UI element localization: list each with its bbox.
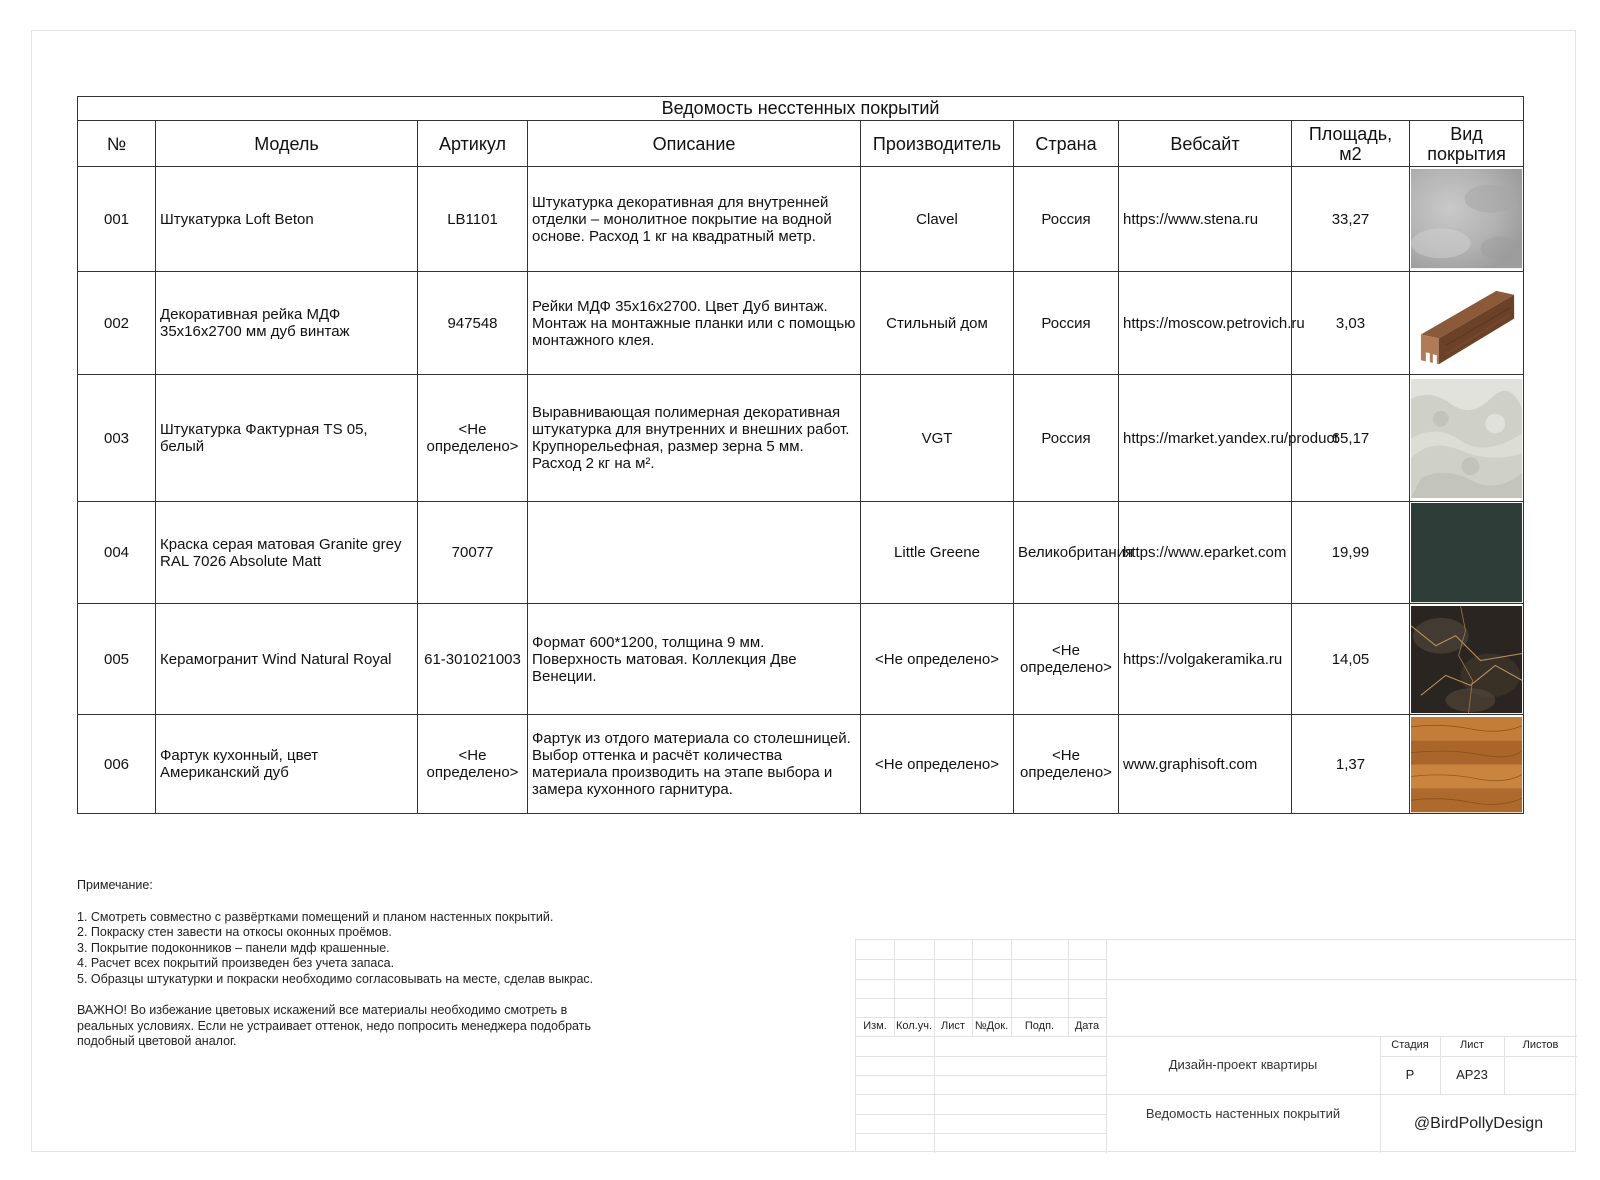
table-title: Ведомость несстенных покрытий	[78, 97, 1524, 121]
cell-country: <Не определено>	[1014, 715, 1119, 814]
header-article: Артикул	[418, 121, 528, 167]
cell-swatch	[1410, 375, 1524, 502]
sheet-value: АР23	[1456, 1067, 1488, 1082]
note-item: 5. Образцы штукатурки и покраски необходимо согласовывать на месте, сделав выкрас.	[77, 971, 594, 986]
cell-manufacturer: <Не определено>	[861, 715, 1014, 814]
cell-article: 61-301021003	[418, 604, 528, 715]
cell-description: Рейки МДФ 35х16х2700. Цвет Дуб винтаж. Монтаж на монтажные планки или с помощью монтажного клея.	[528, 272, 861, 375]
note-item: 4. Расчет всех покрытий произведен без учета запаса.	[77, 956, 395, 970]
note-item: 3. Покрытие подоконников – панели мдф крашенные.	[77, 940, 390, 955]
cell-country: Россия	[1014, 272, 1119, 375]
project-title: Дизайн-проект квартиры	[1168, 1057, 1318, 1072]
header-manufacturer: Производитель	[861, 121, 1014, 167]
important-note: ВАЖНО! Во избежание цветовых искажений все материалы необходимо смотреть в реальных условиях. Если не устраивает оттенок, недо попросить менеджера подобрать подобный цветовой аналог.	[77, 1003, 591, 1048]
notes-block	[77, 878, 597, 1050]
cell-country: Россия	[1014, 375, 1119, 502]
cell-swatch	[1410, 272, 1524, 375]
cell-model: Штукатурка Loft Beton	[156, 167, 418, 272]
notes-heading: Примечание:	[77, 878, 153, 892]
cell-article: <Не определено>	[418, 375, 528, 502]
table-row	[78, 167, 1524, 272]
cell-article: LB1101	[418, 167, 528, 272]
cell-num: 002	[78, 272, 156, 375]
cell-area: 1,37	[1292, 715, 1410, 814]
cell-model: Фартук кухонный, цвет Американский дуб	[156, 715, 418, 814]
stamp-col-sheet: Лист	[941, 1020, 965, 1032]
cell-model: Краска серая матовая Granite grey RAL 7026 Absolute Matt	[156, 502, 418, 604]
table-row	[78, 715, 1524, 814]
stage-label: Стадия	[1391, 1039, 1429, 1051]
table-row	[78, 604, 1524, 715]
cell-swatch	[1410, 502, 1524, 604]
cell-article: 947548	[418, 272, 528, 375]
cell-model: Декоративная рейка МДФ 35х16х2700 мм дуб винтаж	[156, 272, 418, 375]
stamp-col-change: Изм.	[863, 1020, 887, 1032]
stamp-col-qty: Кол.уч.	[895, 1020, 933, 1032]
table-row	[78, 272, 1524, 375]
cell-description: Фартук из отдого материала со столешницей. Выбор оттенка и расчёт количества материала производить на этапе выбора и замера кухонного гарнитура.	[528, 715, 861, 814]
granite-grey-swatch	[1411, 503, 1522, 602]
cell-manufacturer: Clavel	[861, 167, 1014, 272]
stage-value: Р	[1405, 1067, 1415, 1082]
cell-manufacturer: VGT	[861, 375, 1014, 502]
header-view: Вид покрытия	[1410, 121, 1524, 167]
header-country: Страна	[1014, 121, 1119, 167]
cell-num: 004	[78, 502, 156, 604]
dark-marble-image	[1411, 606, 1522, 713]
cell-area: 19,99	[1292, 502, 1410, 604]
note-item: 1. Смотреть совместно с развёртками помещений и планом настенных покрытий.	[77, 909, 554, 924]
cell-manufacturer: Стильный дом	[861, 272, 1014, 375]
cell-website[interactable]: https://volgakeramika.ru	[1119, 604, 1292, 715]
sheets-label: Листов	[1522, 1039, 1559, 1051]
stamp-col-doc: №Док.	[974, 1020, 1009, 1032]
header-description: Описание	[528, 121, 861, 167]
cell-num: 005	[78, 604, 156, 715]
sheet-title: Ведомость настенных покрытий	[1145, 1106, 1341, 1121]
cell-model: Штукатурка Фактурная TS 05, белый	[156, 375, 418, 502]
cell-manufacturer: Little Greene	[861, 502, 1014, 604]
header-model: Модель	[156, 121, 418, 167]
brand-label: @BirdPollyDesign	[1413, 1115, 1544, 1132]
header-area: Площадь, м2	[1292, 121, 1410, 167]
coverings-table	[77, 96, 1524, 814]
cell-num: 006	[78, 715, 156, 814]
sheet-label: Лист	[1460, 1039, 1484, 1051]
cell-description	[528, 502, 861, 604]
header-num: №	[78, 121, 156, 167]
cell-country: Россия	[1014, 167, 1119, 272]
concrete-swatch-image	[1411, 169, 1522, 268]
cell-swatch	[1410, 715, 1524, 814]
cell-article: <Не определено>	[418, 715, 528, 814]
header-website: Вебсайт	[1119, 121, 1292, 167]
cell-website[interactable]: www.graphisoft.com	[1119, 715, 1292, 814]
cell-country: <Не определено>	[1014, 604, 1119, 715]
table-row	[78, 375, 1524, 502]
table-row	[78, 502, 1524, 604]
cell-area: 65,17	[1292, 375, 1410, 502]
cell-website[interactable]: https://moscow.petrovich.ru	[1119, 272, 1292, 375]
cell-area: 33,27	[1292, 167, 1410, 272]
cell-swatch	[1410, 167, 1524, 272]
cell-description: Выравнивающая полимерная декоративная штукатурка для внутренних и внешних работ. Крупнорельефная, размер зерна 5 мм. Расход 2 кг на м².	[528, 375, 861, 502]
cell-description: Штукатурка декоративная для внутренней отделки – монолитное покрытие на водной основе. Расход 1 кг на квадратный метр.	[528, 167, 861, 272]
cell-website[interactable]: https://market.yandex.ru/product	[1119, 375, 1292, 502]
cell-website[interactable]: https://www.stena.ru	[1119, 167, 1292, 272]
cell-area: 14,05	[1292, 604, 1410, 715]
american-oak-image	[1411, 717, 1522, 812]
stamp-col-signature: Подп.	[1024, 1020, 1055, 1032]
cell-swatch	[1410, 604, 1524, 715]
cell-num: 001	[78, 167, 156, 272]
cell-country: Великобритания	[1014, 502, 1119, 604]
cell-description: Формат 600*1200, толщина 9 мм. Поверхность матовая. Коллекция Две Венеции.	[528, 604, 861, 715]
cell-article: 70077	[418, 502, 528, 604]
cell-model: Керамогранит Wind Natural Royal	[156, 604, 418, 715]
title-block	[855, 939, 1576, 1152]
note-item: 2. Покраску стен завести на откосы оконных проёмов.	[77, 925, 392, 939]
textured-plaster-image	[1411, 379, 1522, 498]
cell-area: 3,03	[1292, 272, 1410, 375]
oak-batten-image	[1411, 273, 1522, 372]
cell-manufacturer: <Не определено>	[861, 604, 1014, 715]
cell-num: 003	[78, 375, 156, 502]
table-header-row	[78, 121, 1524, 167]
stamp-col-date: Дата	[1074, 1020, 1100, 1032]
cell-website[interactable]: https://www.eparket.com	[1119, 502, 1292, 604]
